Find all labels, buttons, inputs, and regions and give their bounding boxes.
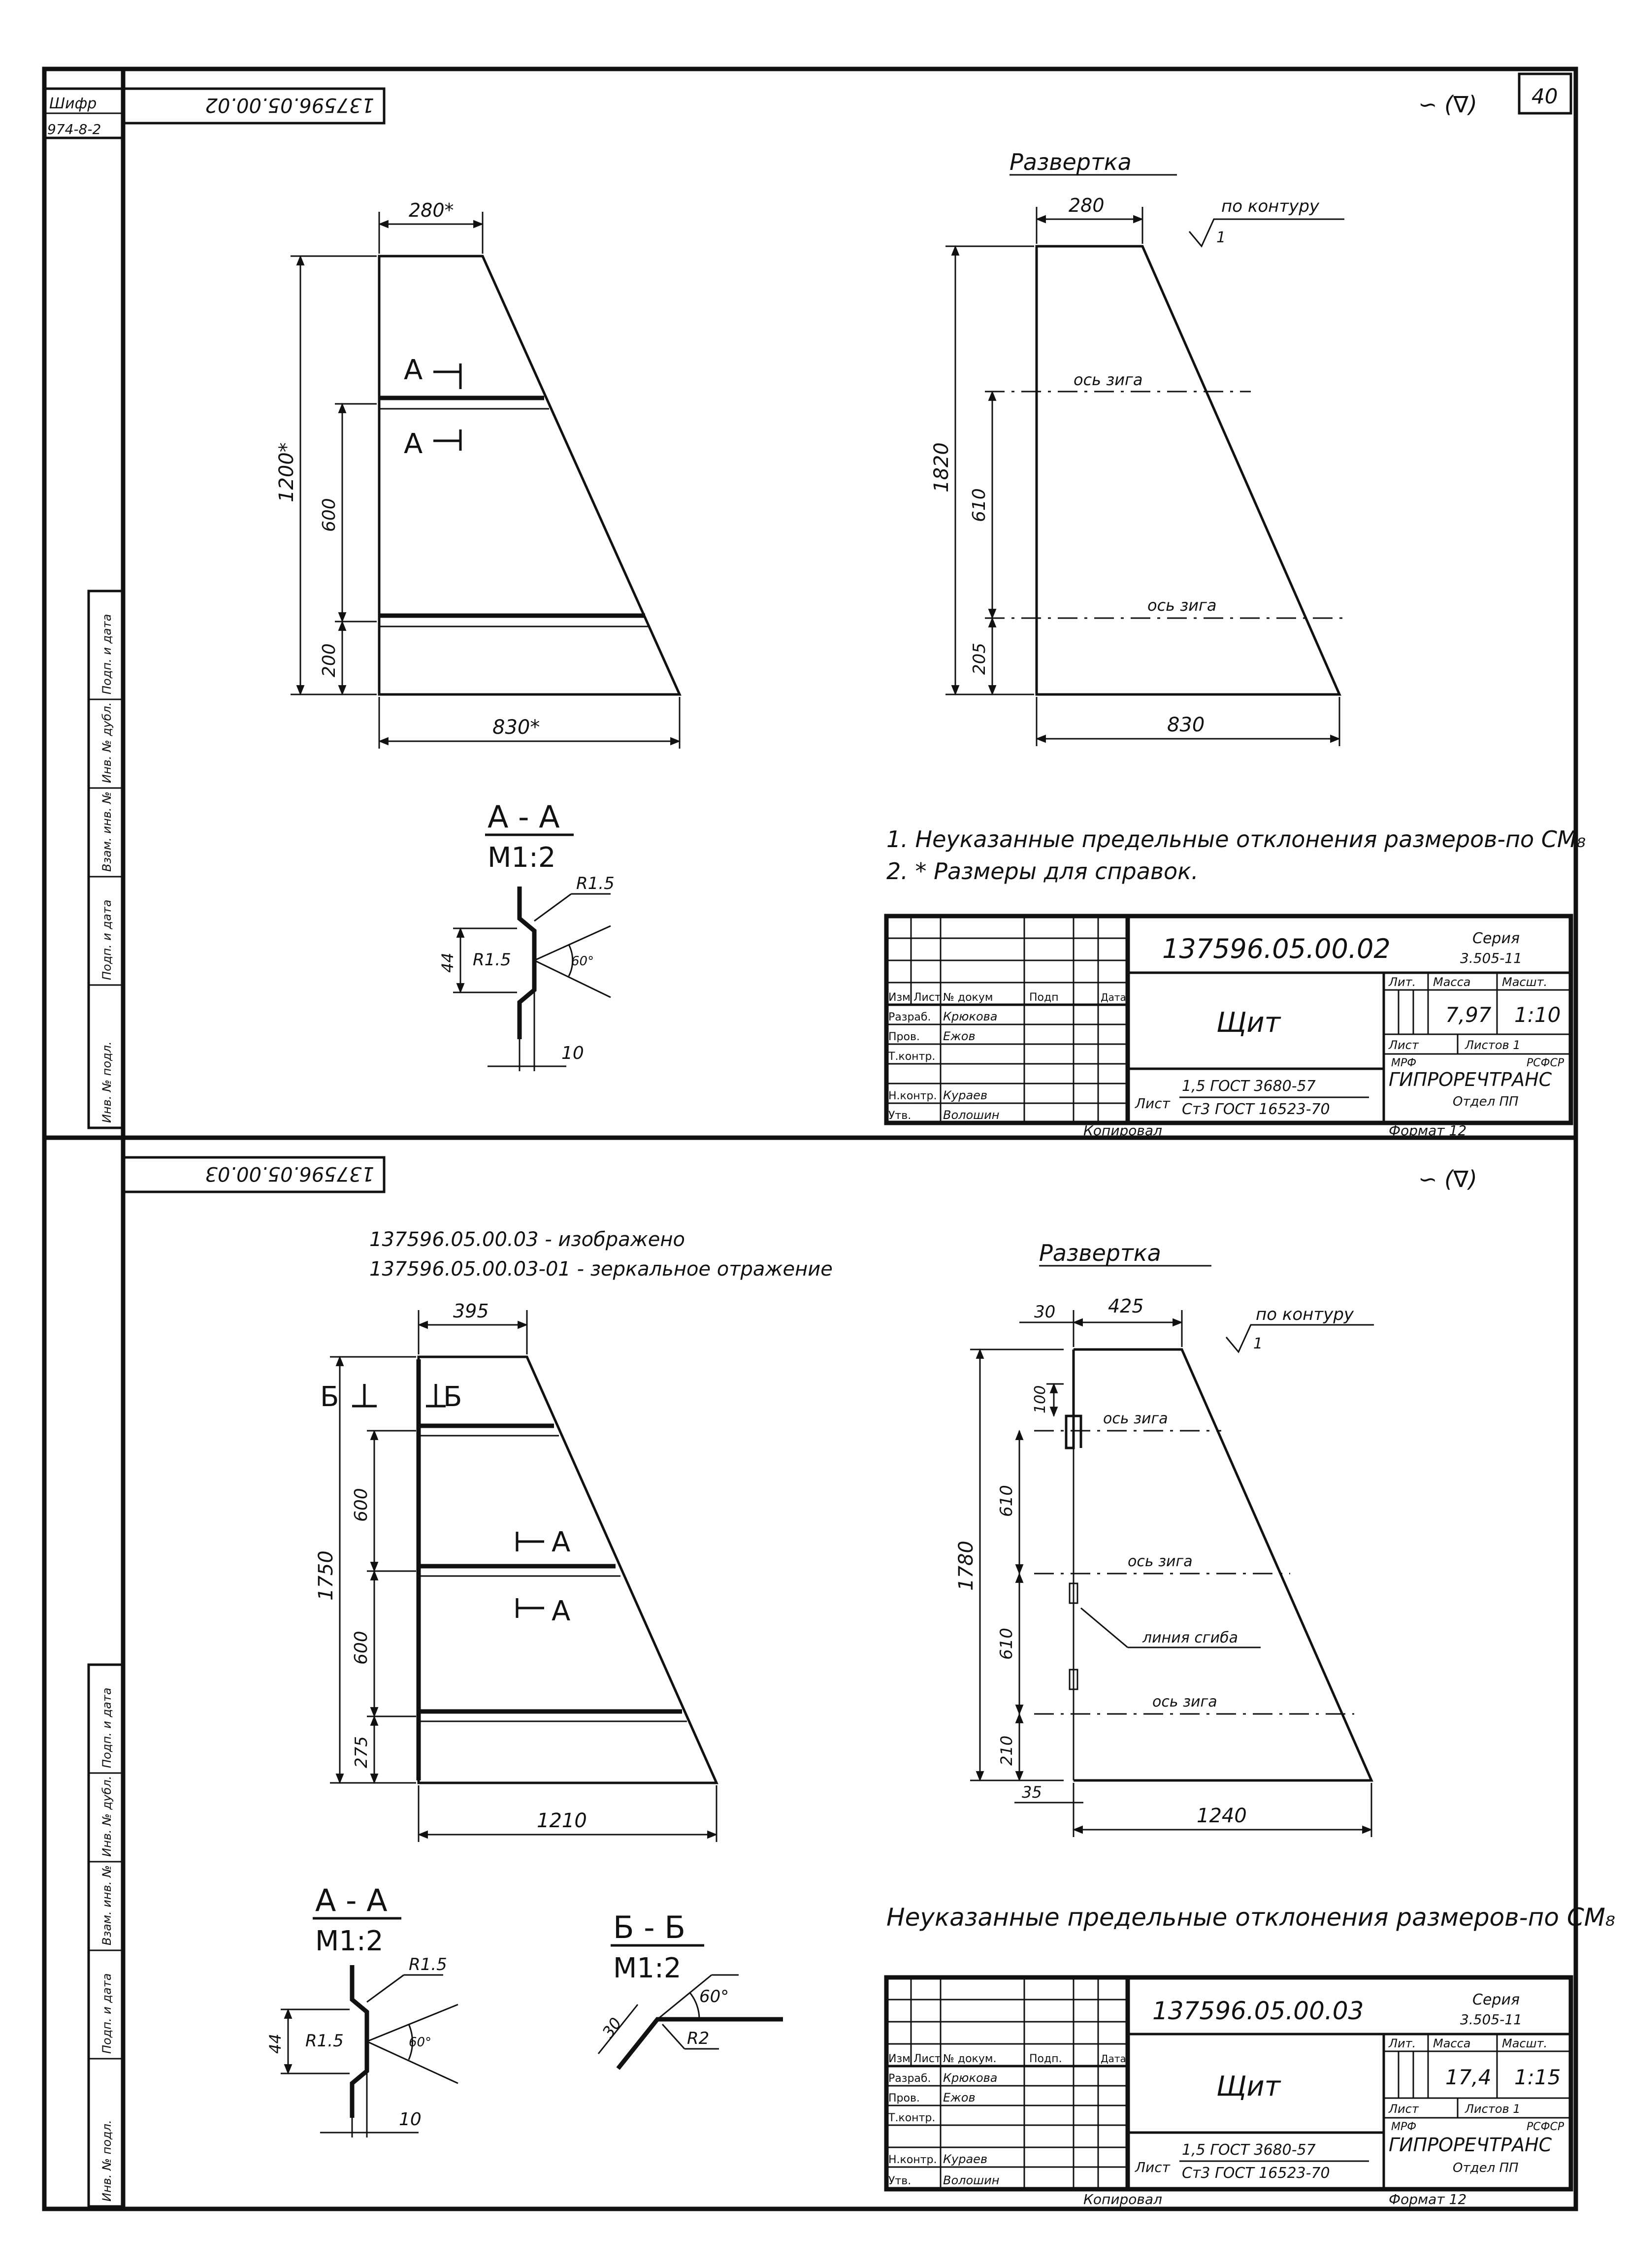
tb-name: Кураев: [943, 1088, 988, 1102]
tb-mass-label: Масса: [1433, 2037, 1471, 2050]
tb-name: Крюкова: [943, 1010, 998, 1023]
tb-name: Кураев: [943, 2152, 988, 2166]
tb-doc-code: 137596.05.00.02: [1162, 933, 1391, 964]
section-scale: М1:2: [315, 1925, 384, 1957]
shifr-value: 974-8-2: [47, 121, 101, 137]
bottom-sheet: [123, 1157, 1615, 2207]
bottom-front-view: [315, 1300, 717, 1842]
tb-series-label: Серия: [1472, 1991, 1520, 2008]
sheet-number-box: [1519, 74, 1571, 113]
tb-sheet-label: Лист: [1389, 1038, 1419, 1052]
dim: 610: [997, 1485, 1016, 1517]
section-b-mark: Б: [443, 1381, 462, 1413]
tb-series-label: Серия: [1472, 930, 1520, 947]
bottom-section-bb: [598, 1909, 783, 2069]
dim: 44: [266, 2034, 285, 2054]
tb-mass-value: 7,97: [1445, 1003, 1492, 1027]
dim: 610: [969, 488, 989, 522]
tb-scale-value: 1:15: [1514, 2065, 1561, 2089]
dim: 275: [352, 1736, 371, 1768]
tb-material: Ст3 ГОСТ 16523-70: [1182, 1101, 1330, 1118]
tb-org: Отдел ПП: [1453, 2161, 1519, 2175]
tb-header: Подп.: [1029, 2053, 1062, 2065]
dim: 44: [438, 953, 457, 973]
tb-copied: Копировал: [1083, 1122, 1162, 1139]
dim: 600: [319, 498, 339, 532]
margin-label: Подп. и дата: [100, 1687, 114, 1768]
section-b-mark: Б: [320, 1381, 339, 1413]
dim: 30: [598, 2014, 625, 2041]
bend-label: линия сгиба: [1142, 1629, 1238, 1646]
margin-label: Подп. и дата: [100, 614, 114, 694]
section-a-mark: А: [404, 354, 423, 386]
dim: 600: [351, 1631, 371, 1665]
tb-material-label: Лист: [1135, 1095, 1170, 1112]
tb-sheet-label: Лист: [1389, 2102, 1419, 2116]
tb-lit: Лит.: [1389, 975, 1416, 989]
tb-doc-code: 137596.05.00.03: [1152, 1997, 1364, 2025]
tb-role: Утв.: [888, 1110, 912, 1122]
zig-label: ось зига: [1147, 596, 1217, 615]
dim: 205: [970, 643, 989, 675]
tb-material-label: Лист: [1135, 2159, 1170, 2175]
tb-header: Дата: [1101, 991, 1126, 1003]
razvertka-title: Развертка: [1039, 1240, 1161, 1266]
tb-sheets-label: Листов 1: [1465, 2102, 1521, 2116]
shifr-stamp: [44, 89, 123, 138]
outer-frames: [44, 69, 1576, 2209]
tb-series-value: 3.505-11: [1460, 950, 1522, 966]
radius-top: R1.5: [409, 1955, 447, 1974]
section-title: Б - Б: [613, 1909, 685, 1945]
dim: 1780: [955, 1541, 977, 1591]
tb-mass-value: 17,4: [1445, 2065, 1492, 2089]
top-code-rotated: 137596.05.00.02: [205, 94, 374, 116]
tb-name: Ежов: [943, 2091, 976, 2104]
tb-material: Ст3 ГОСТ 16523-70: [1182, 2165, 1330, 2182]
tb-header: Дата: [1101, 2053, 1126, 2065]
section-angle: 60°: [409, 2035, 432, 2050]
tb-mass-label: Масса: [1433, 975, 1471, 989]
radius-mid: R1.5: [305, 2031, 344, 2051]
dim: 10: [399, 2109, 422, 2130]
dim: 830: [1167, 714, 1205, 736]
contour-num: 1: [1253, 1335, 1263, 1352]
tb-sheets-label: Листов 1: [1465, 1038, 1521, 1052]
zig-label: ось зига: [1152, 1693, 1217, 1710]
section-a-mark: А: [552, 1595, 571, 1627]
tb-role: Н.контр.: [888, 1090, 937, 1102]
tb-scale-value: 1:10: [1514, 1003, 1561, 1027]
tb-header: Лист: [913, 991, 941, 1004]
contour-label: по контуру: [1221, 197, 1320, 216]
section-scale: М1:2: [613, 1952, 682, 1984]
section-angle: 60°: [571, 954, 594, 969]
tb-name: Ежов: [943, 1029, 976, 1043]
dim: 830*: [492, 716, 540, 739]
section-title: А - А: [315, 1882, 388, 1918]
note: Неуказанные предельные отклонения размеров-по СМ₈: [886, 1903, 1615, 1932]
tb-copied: Копировал: [1083, 2191, 1162, 2207]
tb-org: Отдел ПП: [1453, 1094, 1519, 1109]
tb-org: РСФСР: [1527, 2121, 1564, 2133]
contour-label: по контуру: [1256, 1305, 1354, 1324]
tb-role: Пров.: [888, 1031, 920, 1043]
variant-2: 137596.05.00.03-01 - зеркальное отражение: [369, 1258, 833, 1281]
zig-label: ось зига: [1103, 1410, 1168, 1427]
dim: 210: [997, 1735, 1016, 1766]
margin-label: Инв. № подл.: [100, 2120, 114, 2202]
top-sheet: [123, 89, 1586, 1139]
dim: 425: [1108, 1295, 1144, 1317]
tb-org: ГИПРОРЕЧТРАНС: [1389, 2134, 1552, 2156]
section-title: А - А: [488, 799, 560, 835]
tb-org: МРФ: [1391, 1057, 1417, 1069]
note-1: 1. Неуказанные предельные отклонения размеров-по СМ₈: [886, 826, 1586, 853]
note-2: 2. * Размеры для справок.: [886, 858, 1199, 885]
top-roughness: ∽ (∇): [1418, 91, 1477, 118]
radius: R2: [687, 2029, 710, 2048]
bottom-razvertka: [955, 1240, 1374, 1837]
tb-header: Изм: [888, 991, 911, 1004]
bottom-section-aa: [266, 1882, 458, 2137]
tb-series-value: 3.505-11: [1460, 2011, 1522, 2028]
dim: 610: [997, 1628, 1016, 1660]
margin-label: Взам. инв. №: [100, 1865, 114, 1945]
tb-role: Т.контр.: [888, 1051, 936, 1063]
tb-header: № докум: [943, 991, 993, 1004]
top-title-block: [886, 916, 1571, 1139]
margin-label: Инв. № дубл.: [100, 1775, 114, 1857]
dim: 100: [1032, 1385, 1049, 1413]
tb-scale-label: Масшт.: [1502, 975, 1548, 989]
bottom-title-block: [886, 1977, 1571, 2207]
dim: 30: [1034, 1302, 1056, 1322]
margin-label: Подп. и дата: [100, 1973, 114, 2054]
tb-name: Волошин: [943, 2173, 1000, 2187]
tb-header: Лист: [913, 2053, 941, 2065]
zig-label: ось зига: [1128, 1553, 1193, 1570]
tb-format: Формат 12: [1389, 1122, 1467, 1139]
tb-role: Разраб.: [888, 2072, 931, 2085]
tb-role: Утв.: [888, 2175, 912, 2187]
sheet-number: 40: [1531, 84, 1558, 108]
dim: 1210: [537, 1809, 587, 1832]
tb-role: Разраб.: [888, 1011, 931, 1023]
dim: 10: [561, 1043, 584, 1063]
tb-org: РСФСР: [1527, 1057, 1564, 1069]
left-margin-top: [89, 591, 123, 1128]
tb-header: Подп: [1029, 991, 1059, 1004]
top-front-view: [275, 199, 680, 749]
tb-scale-label: Масшт.: [1502, 2037, 1548, 2050]
dim: 1820: [930, 442, 953, 493]
section-a-mark: А: [404, 428, 423, 460]
dim: 1240: [1197, 1805, 1247, 1827]
dim: 35: [1022, 1783, 1042, 1802]
tb-header: № докум.: [943, 2053, 997, 2065]
tb-header: Изм: [888, 2053, 911, 2065]
tb-role: Н.контр.: [888, 2154, 937, 2166]
radius-mid: R1.5: [473, 950, 511, 970]
section-angle: 60°: [699, 1987, 729, 2006]
shifr-label: Шифр: [49, 95, 97, 112]
left-margin-bottom: [89, 1665, 123, 2206]
tb-material: 1,5 ГОСТ 3680-57: [1182, 1078, 1316, 1095]
section-scale: М1:2: [488, 842, 556, 874]
variant-1: 137596.05.00.03 - изображено: [369, 1228, 685, 1251]
bottom-roughness: ∽ (∇): [1418, 1166, 1477, 1192]
dim: 200: [319, 643, 339, 677]
zig-label: ось зига: [1074, 370, 1143, 389]
dim: 280: [1069, 195, 1105, 216]
margin-label: Инв. № дубл.: [100, 702, 114, 783]
tb-name-title: Щит: [1216, 2071, 1281, 2103]
tb-org: МРФ: [1391, 2121, 1417, 2133]
tb-role: Т.контр.: [888, 2112, 936, 2124]
tb-name: Крюкова: [943, 2071, 998, 2085]
top-razvertka: [930, 149, 1344, 746]
bottom-code-rotated: 137596.05.00.03: [205, 1162, 374, 1185]
section-a-mark: А: [552, 1526, 571, 1558]
tb-role: Пров.: [888, 2092, 920, 2104]
tb-material: 1,5 ГОСТ 3680-57: [1182, 2141, 1316, 2159]
radius-top: R1.5: [576, 874, 615, 893]
dim: 395: [453, 1300, 489, 1322]
margin-label: Взам. инв. №: [100, 791, 114, 872]
dim: 280*: [409, 199, 454, 221]
dim: 1200*: [275, 442, 298, 502]
razvertka-title: Развертка: [1010, 149, 1132, 175]
tb-format: Формат 12: [1389, 2191, 1467, 2207]
tb-lit: Лит.: [1389, 2037, 1416, 2050]
dim: 600: [351, 1488, 371, 1522]
margin-label: Инв. № подл.: [100, 1041, 114, 1123]
dim: 1750: [315, 1550, 337, 1601]
tb-name: Волошин: [943, 1108, 1000, 1122]
tb-org: ГИПРОРЕЧТРАНС: [1389, 1069, 1552, 1090]
tb-name-title: Щит: [1216, 1007, 1281, 1039]
contour-num: 1: [1216, 229, 1226, 246]
top-section-aa: [438, 799, 615, 1071]
margin-label: Подп. и дата: [100, 899, 114, 980]
